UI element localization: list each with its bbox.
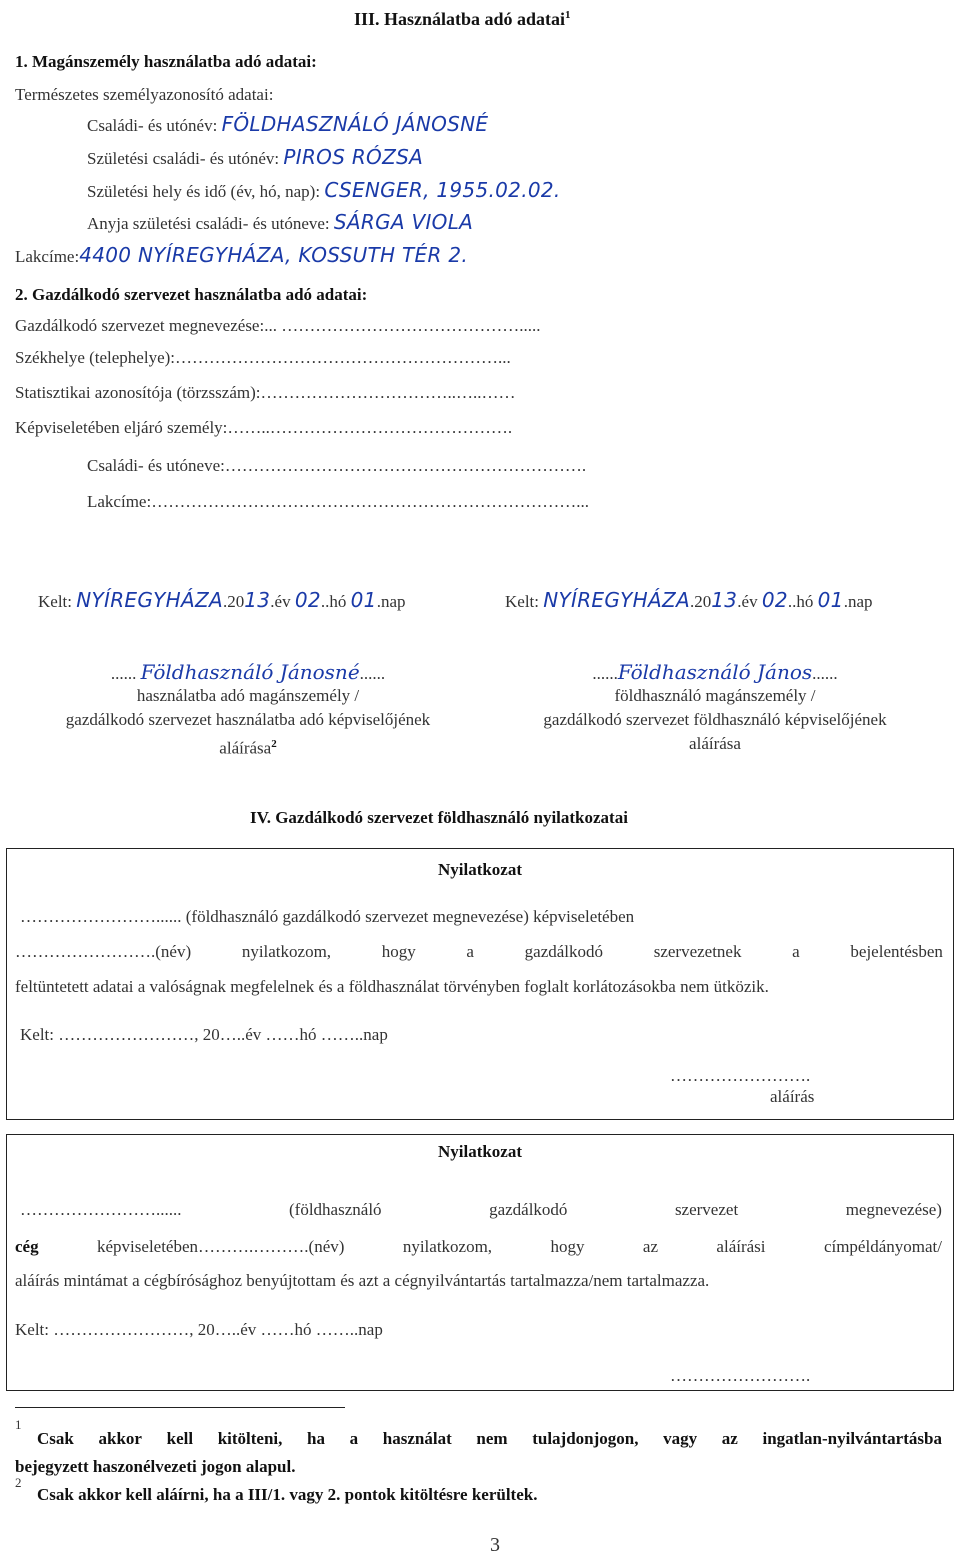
footnote-1-word: ingatlan-nyilvántartásba (762, 1429, 942, 1448)
date-city: NYÍREGYHÁZA (543, 588, 690, 612)
footnote-num-1: 1 (15, 1417, 22, 1432)
name-value: FÖLDHASZNÁLÓ JÁNOSNÉ (221, 112, 489, 136)
box2-line1 (20, 1200, 942, 1220)
rep-name-line: Családi- és utóneve:………………………………………………………. (87, 456, 587, 475)
sig-dots: ...... (359, 664, 386, 683)
box2-w: (földhasználó (289, 1200, 382, 1219)
box1-w: szervezetnek (653, 942, 742, 961)
signature-line-left (8, 662, 488, 684)
footnote-1-word: használat (382, 1429, 452, 1448)
name-label: Családi- és utónév: (87, 116, 218, 135)
birth-name-row (87, 147, 423, 169)
date-year-prefix: .20 (222, 592, 245, 611)
box1-line1: ……………………...... (földhasználó gazdálkodó szervezet megnevezése) képviseletében (20, 907, 635, 926)
sig-left-line3: aláírása (219, 738, 272, 758)
date-ev: .év (737, 592, 758, 611)
kelt-label: Kelt: (38, 592, 72, 611)
sig-left-line1: használatba adó magánszemély / (136, 686, 360, 705)
footnote-separator (15, 1407, 345, 1408)
date-city: NYÍREGYHÁZA (76, 588, 223, 612)
footnote-1-word: tulajdonjogon, (532, 1429, 639, 1448)
footnote-1-word: a (349, 1429, 359, 1448)
address-row (15, 245, 468, 267)
footnote-1-word: az (721, 1429, 738, 1448)
birth-name-label: Születési családi- és utónév: (87, 149, 280, 168)
name-row (87, 114, 488, 136)
natural-id-label: Természetes személyazonosító adatai: (15, 85, 274, 104)
date-year-prefix: .20 (689, 592, 712, 611)
representative-line: Képviseletében eljáró személy:……..……………………………………. (15, 418, 513, 437)
box2-w: szervezet (674, 1200, 739, 1219)
box1-sign-dots: ……………………. (670, 1066, 811, 1085)
date-month: 02 (294, 588, 321, 612)
footnote-1-word: kitölteni, (217, 1429, 283, 1448)
box1-kelt: Kelt: ……………………, 20…..év ……hó ……..nap (20, 1025, 388, 1044)
box1-w: gazdálkodó (524, 942, 604, 961)
sig-dots: ...... (592, 664, 618, 683)
seat-line: Székhelye (telephelye):…………………………………………………... (15, 348, 511, 367)
address-label: Lakcíme: (15, 247, 80, 266)
box2-w: gazdálkodó (489, 1200, 568, 1219)
date-year: 13 (244, 588, 271, 612)
date-month: 02 (761, 588, 788, 612)
box2-kelt: Kelt: ……………………, 20…..év ……hó ……..nap (15, 1320, 383, 1339)
box2-w: aláírási (716, 1237, 766, 1256)
kelt-label: Kelt: (505, 592, 539, 611)
footnote-1-word: kell (166, 1429, 194, 1448)
section-heading-text: III. Használatba adó adatai (354, 9, 566, 29)
footnote-1-line1 (37, 1429, 942, 1449)
box2-w: megnevezése) (845, 1200, 942, 1219)
box1-w: hogy (381, 942, 416, 961)
date-left (38, 590, 406, 612)
signature-block-right (490, 662, 940, 754)
box2-w: címpéldányomat/ (823, 1237, 942, 1256)
date-year: 13 (711, 588, 738, 612)
box2-w: az (642, 1237, 658, 1256)
footnote-1-word: ha (307, 1429, 326, 1448)
stat-id-line: Statisztikai azonosítója (törzsszám):……………………………..…..…… (15, 383, 516, 402)
box2-w-bold: cég (15, 1237, 39, 1256)
mother-row (87, 212, 473, 234)
box2-w: hogy (550, 1237, 585, 1256)
section-heading (354, 5, 571, 29)
box2-line2 (15, 1237, 942, 1257)
box1-w: bejelentésben (850, 942, 943, 961)
signature-block-left (8, 662, 488, 759)
section2-title: 2. Gazdálkodó szervezet használatba adó adatai: (15, 285, 368, 304)
box1-w: a (792, 942, 800, 961)
box1-line2 (15, 942, 943, 962)
address-value: 4400 NYÍREGYHÁZA, KOSSUTH TÉR 2. (79, 243, 469, 267)
box1-w: nyilatkozom, (241, 942, 332, 961)
date-nap: .nap (376, 592, 406, 611)
date-ho: ..hó (320, 592, 347, 611)
section1-title: 1. Magánszemély használatba adó adatai: (15, 52, 317, 71)
footnote-1-word: akkor (98, 1429, 142, 1448)
section4-title: IV. Gazdálkodó szervezet földhasználó nyilatkozatai (250, 808, 628, 827)
sig-dots: ...... (110, 664, 141, 683)
org-name-line: Gazdálkodó szervezet megnevezése:... ……………………………………..... (15, 316, 541, 335)
footnote-1-word: vagy (663, 1429, 698, 1448)
sig-right-line1: földhasználó magánszemély / (614, 686, 816, 705)
birth-place-label: Születési hely és idő (év, hó, nap): (87, 182, 321, 201)
footnote-1-word: Csak (37, 1429, 74, 1448)
sig-right-line3: aláírása (689, 734, 741, 753)
rep-address-line: Lakcíme:…………………………………………………………………... (87, 492, 589, 511)
box1-w: a (466, 942, 474, 961)
date-right (505, 590, 873, 612)
page-number: 3 (490, 1534, 500, 1556)
sig-right-line2: gazdálkodó szervezet földhasználó képviselőjének (543, 710, 887, 729)
box2-title: Nyilatkozat (437, 1142, 523, 1161)
birth-place-value: CSENGER, 1955.02.02. (324, 178, 561, 202)
signature-line-right (490, 662, 940, 684)
mother-value: SÁRGA VIOLA (333, 210, 474, 234)
footnote-2-text: Csak akkor kell aláírni, ha a III/1. vagy 2. pontok kitöltésre kerültek. (37, 1485, 538, 1504)
footnote-1-line2: bejegyzett haszonélvezeti jogon alapul. (15, 1457, 296, 1476)
box2-w: nyilatkozom, (402, 1237, 493, 1256)
footnote-1-word: nem (476, 1429, 508, 1448)
sig-left-line2: gazdálkodó szervezet használatba adó képviselőjének (65, 710, 431, 729)
mother-label: Anyja születési családi- és utóneve: (87, 214, 330, 233)
date-ev: .év (270, 592, 291, 611)
footnote-ref-2: 2 (271, 738, 277, 750)
box2-w: ……………………...... (20, 1200, 182, 1219)
signature-left: Földhasználó Jánosné (140, 660, 360, 684)
signature-right: Földhasználó János (617, 660, 813, 684)
box1-w: …………………….(név) (15, 942, 192, 961)
sig-dots: ...... (812, 664, 838, 683)
box2-sign-dots: ……………………. (670, 1366, 811, 1385)
date-ho: ..hó (787, 592, 814, 611)
box2-line3: aláírás mintámat a cégbírósághoz benyújtottam és azt a cégnyilvántartás tartalmazza/nem tartalmazza. (15, 1271, 710, 1290)
declaration-box-2 (6, 1134, 954, 1391)
date-day: 01 (350, 588, 377, 612)
box1-line3: feltüntetett adatai a valóságnak megfelelnek és a földhasználat törvényben foglalt korlátozásokba nem ütközik. (15, 977, 769, 996)
date-day: 01 (817, 588, 844, 612)
footnote-num-2: 2 (15, 1475, 22, 1490)
box1-sign-label: aláírás (770, 1087, 815, 1106)
birth-place-row (87, 180, 561, 202)
footnote-ref-1: 1 (565, 9, 571, 21)
box1-title: Nyilatkozat (437, 860, 523, 879)
birth-name-value: PIROS RÓZSA (283, 145, 424, 169)
date-nap: .nap (843, 592, 873, 611)
box2-w: képviseletében……….……….(név) (97, 1237, 345, 1256)
